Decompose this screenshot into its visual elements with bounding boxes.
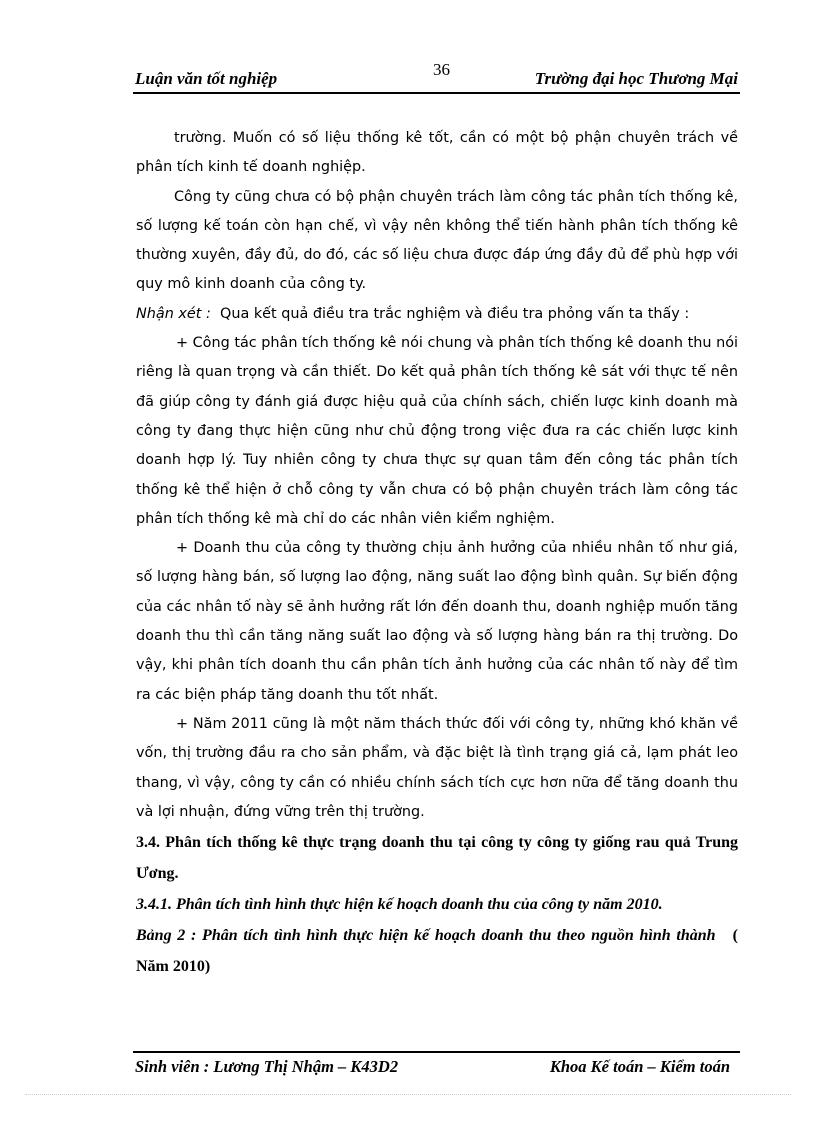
- paragraph-department: Công ty cũng chưa có bộ phận chuyên trách làm công tác phân tích thống kê, số lượng kế toán còn hạn chế, vì vậy nên không thể tiến hành phân tích thống kê thường xuyên, đầy đủ, do đó, các số liệu chưa được đáp ứng đầy đủ để phù hợp với quy mô kinh doanh của công ty.: [136, 188, 738, 293]
- page-bottom-divider: [25, 1094, 791, 1095]
- bullet-analysis-importance: + Công tác phân tích thống kê nói chung và phân tích thống kê doanh thu nói riêng là quan trọng và cần thiết. Do kết quả phân tích thống kê sát với thực tế nên đã giúp công ty đánh giá được hiệu quả của chính sách, chiến lược kinh doanh mà công ty đang thực hiện cũng như chủ động trong việc đưa ra các chiến lược kinh doanh hợp lý. Tuy nhiên công ty chưa thực sự quan tâm đến công tác phân tích thống kê thể hiện ở chỗ công ty vẫn chưa có bộ phận chuyên trách làm công tác phân tích thống kê mà chỉ do các nhân viên kiểm nghiệm.: [136, 335, 738, 527]
- header-thesis-title: Luận văn tốt nghiệp: [135, 69, 278, 88]
- remark-line: [136, 300, 738, 329]
- body-text: [136, 124, 738, 982]
- paragraph-continuation: trường. Muốn có số liệu thống kê tốt, cần có một bộ phận chuyên trách về phân tích kinh tế doanh nghiệp.: [136, 130, 738, 176]
- page-number: 36: [433, 60, 450, 79]
- bullet-revenue-factors: + Doanh thu của công ty thường chịu ảnh hưởng của nhiều nhân tố như giá, số lượng hàng bán, số lượng lao động, năng suất lao động bình quân. Sự biến động của các nhân tố này sẽ ảnh hưởng rất lớn đến doanh thu, doanh nghiệp muốn tăng doanh thu thì cần tăng năng suất lao động và số lượng hàng bán ra thị trường. Do vậy, khi phân tích doanh thu cần phân tích ảnh hưởng của các nhân tố này để tìm ra các biện pháp tăng doanh thu tốt nhất.: [136, 540, 738, 703]
- bullet-year-2011: + Năm 2011 cũng là một năm thách thức đối với công ty, những khó khăn về vốn, thị trường đầu ra cho sản phẩm, và đặc biệt là tình trạng giá cả, lạm phát leo thang, vì vậy, công ty cần có nhiều chính sách tích cực hơn nữa để tăng doanh thu và lợi nhuận, đứng vững trên thị trường.: [136, 715, 738, 820]
- table-caption-text: Bảng 2 : Phân tích tình hình thực hiện kế hoạch doanh thu theo nguồn hình thành: [136, 927, 716, 945]
- page-header: [133, 62, 740, 94]
- remark-text: Qua kết quả điều tra trắc nghiệm và điều tra phỏng vấn ta thấy :: [220, 305, 690, 322]
- table-caption: [136, 920, 738, 982]
- table-caption-year: ( Năm 2010): [136, 927, 738, 976]
- remark-label: Nhận xét :: [136, 305, 211, 322]
- subsection-heading-3-4-1: 3.4.1. Phân tích tình hình thực hiện kế hoạch doanh thu của công ty năm 2010.: [136, 896, 663, 914]
- footer-student: Sinh viên : Lương Thị Nhậm – K43D2: [135, 1057, 399, 1076]
- footer-department: Khoa Kế toán – Kiểm toán: [549, 1057, 730, 1076]
- section-heading-3-4: 3.4. Phân tích thống kê thực trạng doanh thu tại công ty công ty giống rau quả Trung Ương.: [136, 834, 738, 883]
- page-footer: [133, 1051, 740, 1081]
- header-university: Trường đại học Thương Mại: [534, 69, 738, 88]
